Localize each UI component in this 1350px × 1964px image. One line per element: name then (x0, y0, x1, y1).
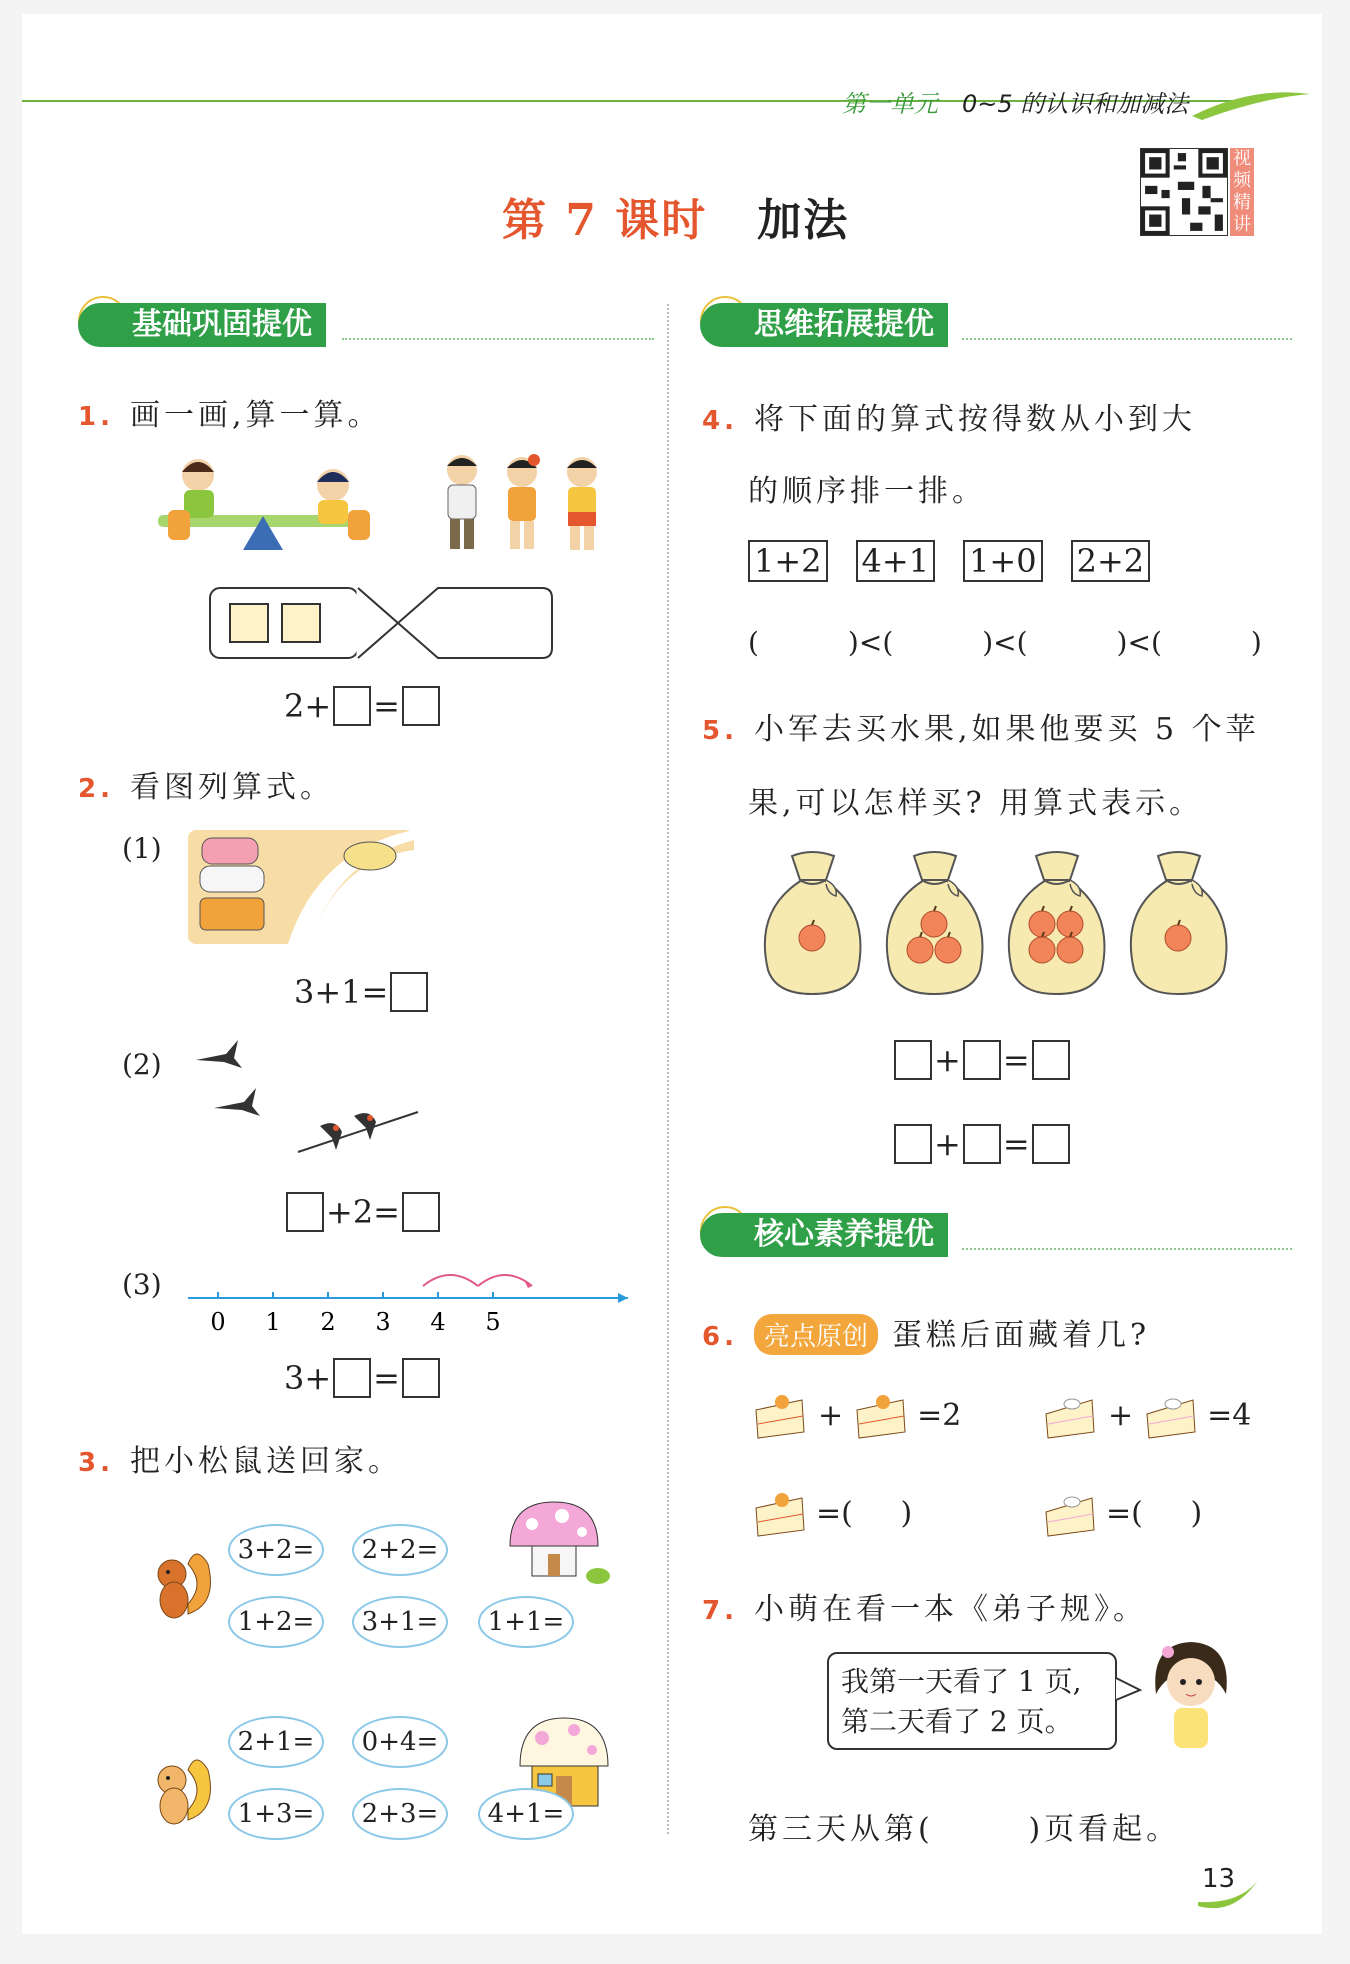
q3-oval-3[interactable]: 1+2= (228, 1596, 324, 1648)
cream-cake-icon (1042, 1390, 1098, 1440)
q4-order-blanks[interactable]: ( )<( )<( )<( ) (748, 626, 1262, 659)
number-line-label: 5 (485, 1308, 501, 1336)
q5-prompt-line1 (702, 704, 1260, 748)
q7-prompt (702, 1584, 1147, 1628)
number-line-label: 3 (375, 1308, 391, 1336)
q1-eq-a: 2+ (284, 687, 332, 725)
q6-row1-right-plus: + (1108, 1397, 1134, 1433)
lesson-name: 加法 (757, 195, 850, 246)
apple (1029, 911, 1055, 937)
cream-cake-icon (1042, 1488, 1098, 1538)
lesson-number: 第 7 课时 (502, 195, 708, 246)
q5-eq1-box-1[interactable] (894, 1040, 932, 1080)
q3-prompt (78, 1436, 402, 1480)
q1-answer-box-1[interactable] (333, 686, 371, 726)
q5-number: 5. (702, 716, 738, 746)
leaf-swoosh-icon (1192, 86, 1312, 126)
q6-text: 蛋糕后面藏着几? (891, 1318, 1151, 1353)
orange-cake-icon (752, 1390, 808, 1440)
q3-oval-7[interactable]: 0+4= (352, 1716, 448, 1768)
q1-drawing-frame[interactable] (208, 574, 554, 666)
q4-expr-4: 2+2 (1071, 540, 1151, 582)
section-thinking-title: 思维拓展提优 (700, 303, 948, 347)
page-number: 13 (1202, 1864, 1236, 1894)
cream-cake-icon (1143, 1390, 1199, 1440)
q6-row1-left-plus: + (818, 1397, 844, 1433)
q3-oval-9[interactable]: 2+3= (352, 1788, 448, 1840)
q2-part3-answer-box-2[interactable] (402, 1358, 440, 1398)
squirrel-1-icon (148, 1544, 218, 1624)
q7-text: 小萌在看一本《弟子规》。 (753, 1592, 1147, 1627)
q6-row1-left (752, 1390, 961, 1440)
q2-part3-label: (3) (122, 1268, 162, 1301)
q2-part1-eq: 3+1= (294, 973, 389, 1011)
page-swoosh-icon (1194, 1876, 1264, 1916)
q5-eq2-plus: + (934, 1125, 961, 1163)
number-line-label: 0 (210, 1308, 226, 1336)
number-line-label: 2 (320, 1308, 336, 1336)
q4-expr-3: 1+0 (963, 540, 1043, 582)
speech-line-2: 第二天看了 2 页。 (841, 1705, 1073, 1738)
q3-number: 3. (78, 1448, 114, 1478)
speech-tail (1114, 1674, 1144, 1704)
q6-number: 6. (702, 1322, 738, 1352)
section-thinking-header (700, 300, 948, 350)
apple (1029, 937, 1055, 963)
q4-expressions (748, 540, 1178, 582)
q5-eq1-eq: = (1002, 1041, 1030, 1079)
three-children-illustration (432, 450, 612, 560)
q6-row2-right (1042, 1488, 1202, 1538)
q3-oval-10[interactable]: 4+1= (478, 1788, 574, 1840)
apple (907, 937, 933, 963)
q4-text-1: 将下面的算式按得数从小到大 (753, 402, 1196, 437)
q1-text: 画一画,算一算。 (129, 398, 382, 433)
q5-eq2-eq: = (1002, 1125, 1030, 1163)
apple-bag (887, 852, 983, 994)
q2-part3-eq: = (373, 1359, 400, 1397)
section-core-rule (962, 1248, 1292, 1250)
apple-bags-illustration (762, 850, 1262, 1000)
q5-text-2: 果,可以怎样买? 用算式表示。 (748, 786, 1204, 821)
q2-text: 看图列算式。 (129, 770, 334, 805)
unit-label: 第一单元 (842, 90, 938, 118)
q3-text: 把小松鼠送回家。 (129, 1444, 402, 1479)
q6-row2-left-answer[interactable]: =( ) (816, 1495, 913, 1531)
q1-prompt (78, 390, 382, 434)
q5-eq1-box-3[interactable] (1032, 1040, 1070, 1080)
q1-equation (284, 686, 440, 726)
qr-video-label: 视频精讲 (1230, 148, 1254, 236)
apple-bag (765, 852, 861, 994)
q4-number: 4. (702, 406, 738, 436)
apple (1057, 911, 1083, 937)
apple (799, 925, 825, 951)
section-core-title: 核心素养提优 (700, 1213, 948, 1257)
q5-eq1-box-2[interactable] (963, 1040, 1001, 1080)
column-divider (667, 304, 669, 1834)
apple (1057, 937, 1083, 963)
unit-title (842, 84, 1188, 119)
q6-original-tag: 亮点原创 (754, 1314, 878, 1355)
q2-part2-mid: +2= (326, 1193, 400, 1231)
apple (921, 911, 947, 937)
girl-reading-icon (1146, 1634, 1236, 1754)
q2-part1-equation (294, 972, 428, 1012)
apple (935, 937, 961, 963)
section-core-header (700, 1210, 948, 1260)
speech-bubble (827, 1652, 1117, 1750)
q5-text-1: 小军去买水果,如果他要买 5 个苹 (753, 712, 1260, 747)
q4-expr-2: 4+1 (856, 540, 936, 582)
q7-number: 7. (702, 1596, 738, 1626)
q1-number: 1. (78, 402, 114, 432)
lesson-title (502, 184, 849, 248)
q2-part1-label: (1) (122, 832, 162, 865)
seesaw-children-illustration (148, 450, 378, 560)
swallows-illustration (186, 1032, 426, 1162)
q3-oval-5[interactable]: 1+1= (478, 1596, 574, 1648)
speech-line-1: 我第一天看了 1 页, (841, 1665, 1082, 1698)
q4-expr-1: 1+2 (748, 540, 828, 582)
q1-answer-box-2[interactable] (402, 686, 440, 726)
q3-oval-2[interactable]: 2+2= (352, 1524, 448, 1576)
q3-oval-6[interactable]: 2+1= (228, 1716, 324, 1768)
section-basic-title: 基础巩固提优 (78, 303, 326, 347)
q4-text-2: 的顺序排一排。 (748, 474, 986, 509)
cars-road-illustration (188, 830, 414, 944)
q6-row1-left-result: =2 (917, 1397, 962, 1433)
q5-equation-2 (894, 1124, 1070, 1164)
q2-part3-answer-box-1[interactable] (333, 1358, 371, 1398)
pink-mushroom-house-icon (502, 1498, 612, 1588)
section-basic-header (78, 300, 326, 350)
q3-oval-1[interactable]: 3+2= (228, 1524, 324, 1576)
q4-prompt-line1 (702, 394, 1196, 438)
orange-cake-icon (752, 1488, 808, 1538)
number-line-label: 1 (265, 1308, 281, 1336)
apple (1165, 925, 1191, 951)
unit-topic: 0~5 的认识和加减法 (962, 90, 1189, 118)
number-line (188, 1254, 638, 1344)
squirrel-2-icon (148, 1750, 218, 1830)
q5-eq2-box-3[interactable] (1032, 1124, 1070, 1164)
workbook-page (22, 14, 1322, 1934)
q2-part2-label: (2) (122, 1048, 162, 1081)
q6-row1-right-result: =4 (1207, 1397, 1252, 1433)
q2-part2-answer-box-2[interactable] (402, 1192, 440, 1232)
q7-answer-line[interactable]: 第三天从第( )页看起。 (748, 1812, 1181, 1847)
q6-row2-left (752, 1488, 912, 1538)
apple-bag (1009, 852, 1105, 994)
q3-oval-8[interactable]: 1+3= (228, 1788, 324, 1840)
q5-eq2-box-2[interactable] (963, 1124, 1001, 1164)
q6-row2-right-answer[interactable]: =( ) (1106, 1495, 1203, 1531)
q2-part2-answer-box-1[interactable] (286, 1192, 324, 1232)
apple-bag (1131, 852, 1227, 994)
qr-code-icon[interactable] (1140, 148, 1228, 236)
q2-number: 2. (78, 774, 114, 804)
number-line-label: 4 (430, 1308, 446, 1336)
q1-eq-eq: = (373, 687, 400, 725)
q2-part3-equation (284, 1358, 440, 1398)
q2-part2-equation (286, 1192, 440, 1232)
q5-eq2-box-1[interactable] (894, 1124, 932, 1164)
q6-prompt (702, 1310, 1150, 1355)
section-thinking-rule (962, 338, 1292, 340)
q6-row1-right (1042, 1390, 1251, 1440)
q5-eq1-plus: + (934, 1041, 961, 1079)
q2-part1-answer-box[interactable] (390, 972, 428, 1012)
q2-prompt (78, 762, 334, 806)
q5-equation-1 (894, 1040, 1070, 1080)
orange-cake-icon (853, 1390, 909, 1440)
q3-oval-4[interactable]: 3+1= (352, 1596, 448, 1648)
section-basic-rule (342, 338, 654, 340)
q2-part3-a: 3+ (284, 1359, 332, 1397)
